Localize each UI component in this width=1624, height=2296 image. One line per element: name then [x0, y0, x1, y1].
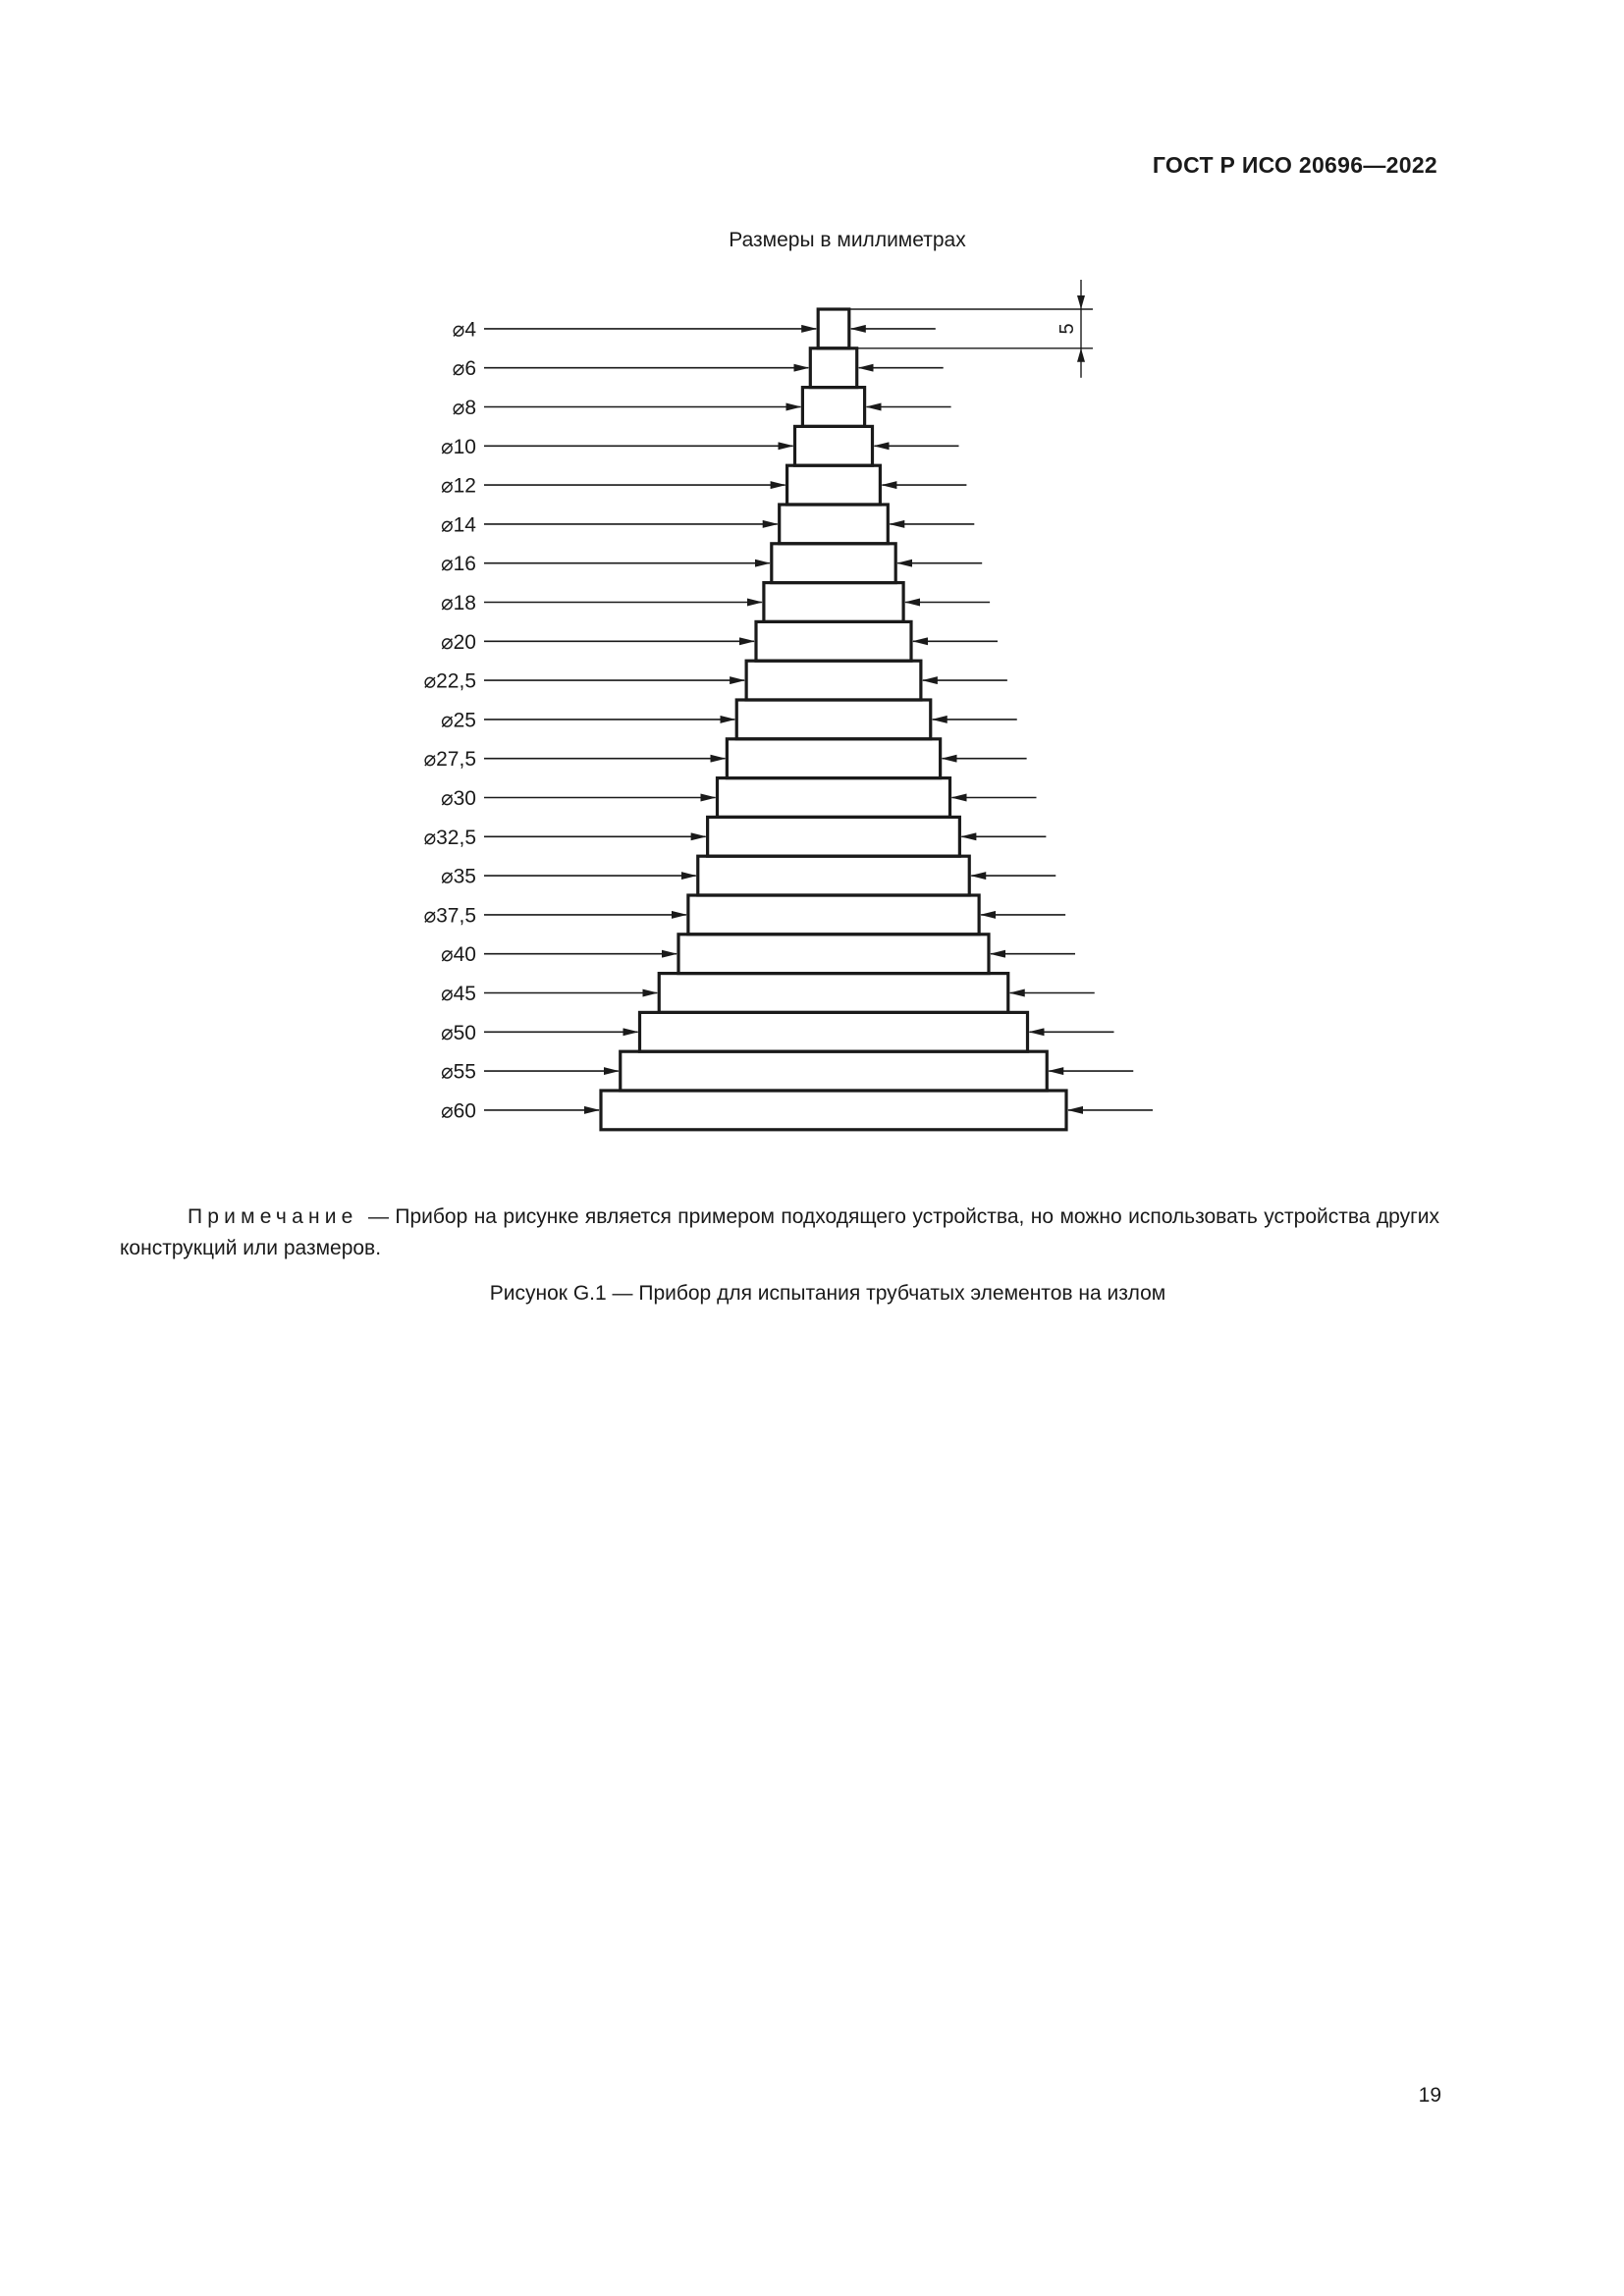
diameter-label: ⌀55	[440, 1060, 476, 1084]
diameter-label: ⌀60	[440, 1099, 476, 1123]
device-step	[678, 934, 989, 974]
device-step	[746, 661, 921, 700]
diameter-label: ⌀30	[440, 787, 476, 810]
figure-note	[120, 1201, 1439, 1264]
diameter-label: ⌀40	[440, 943, 476, 967]
diameter-label: ⌀4	[452, 318, 476, 342]
diameter-label: ⌀10	[440, 435, 476, 458]
diameter-label: ⌀45	[440, 983, 476, 1005]
device-step	[756, 621, 911, 661]
device-step	[787, 465, 881, 505]
device-step	[708, 817, 960, 856]
diameter-label: ⌀6	[452, 357, 476, 381]
units-label: Размеры в миллиметрах	[729, 229, 966, 251]
device-step	[764, 583, 903, 622]
diameter-label: ⌀22,5	[423, 669, 476, 693]
note-text: — Прибор на рисунке является примером подходящего устройства, но можно использовать устройства других конструкций или размеров.	[120, 1205, 1439, 1259]
note-label: Примечание	[188, 1205, 358, 1228]
device-step	[601, 1091, 1066, 1130]
dimension-arrows	[484, 329, 1153, 1110]
device-step	[698, 856, 970, 895]
diameter-label: ⌀35	[440, 865, 476, 888]
device-step	[795, 426, 873, 465]
device-step	[772, 544, 895, 583]
device-step	[802, 388, 864, 427]
device-step	[736, 700, 931, 739]
device-step	[718, 778, 950, 818]
diameter-label: ⌀12	[440, 474, 476, 498]
diameter-label: ⌀8	[452, 397, 476, 419]
device-step	[659, 974, 1008, 1013]
device-step	[810, 348, 856, 388]
device-step	[688, 895, 979, 934]
figure-caption: Рисунок G.1 — Прибор для испытания трубчатых элементов на излом	[489, 1282, 1166, 1305]
diameter-label: ⌀18	[440, 592, 476, 614]
diameter-label: ⌀16	[440, 553, 476, 576]
diameter-label: ⌀20	[440, 630, 476, 654]
device-step	[727, 739, 940, 778]
diameter-label: ⌀25	[440, 709, 476, 732]
diameter-label: ⌀50	[440, 1021, 476, 1044]
dimension-arrowhead	[1077, 348, 1085, 362]
diameter-label: ⌀32,5	[423, 826, 476, 849]
document-header: ГОСТ Р ИСО 20696—2022	[1152, 152, 1437, 178]
device-step	[640, 1012, 1028, 1051]
device-step	[780, 505, 889, 544]
step-height-label: 5	[1056, 323, 1078, 335]
diameter-label: ⌀27,5	[423, 748, 476, 772]
dimension-arrowhead	[1077, 295, 1085, 309]
device-step	[818, 309, 849, 348]
page-number: 19	[1418, 2084, 1441, 2107]
diameter-label: ⌀14	[440, 513, 476, 537]
diameter-labels	[423, 318, 476, 1122]
diameter-label: ⌀37,5	[423, 904, 476, 928]
device-step	[621, 1051, 1048, 1091]
